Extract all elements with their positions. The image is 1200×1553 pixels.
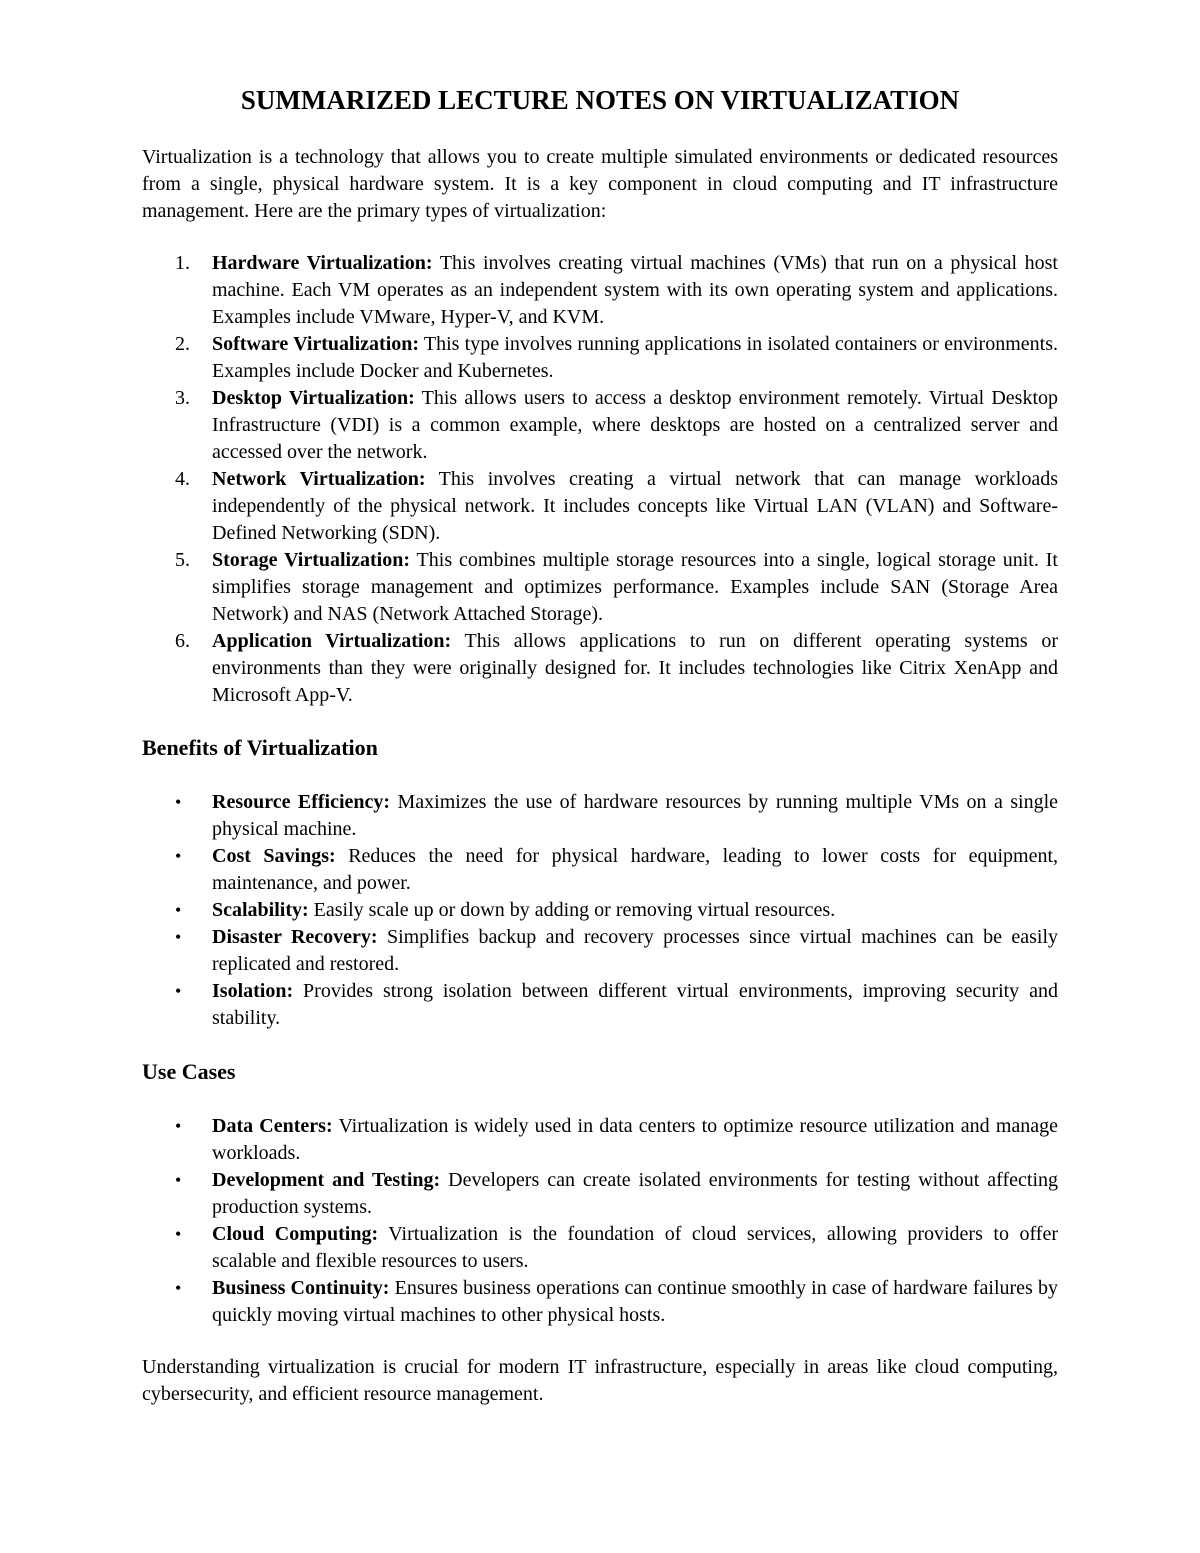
item-term: Isolation:: [212, 980, 294, 1003]
list-item: [142, 628, 1058, 709]
bullet-icon: •: [175, 1170, 182, 1191]
list-number: 3.: [175, 387, 190, 410]
list-number: 6.: [175, 630, 190, 653]
list-item: [142, 385, 1058, 466]
list-number: 4.: [175, 468, 190, 491]
item-term: Desktop Virtualization:: [212, 387, 415, 410]
list-item: [142, 250, 1058, 331]
bullet-icon: •: [175, 900, 182, 921]
list-item: [142, 1113, 1058, 1167]
list-number: 5.: [175, 549, 190, 572]
item-term: Network Virtualization:: [212, 468, 426, 491]
list-item: [142, 1221, 1058, 1275]
item-text: Maximizes the use of hardware resources by running multiple VMs on a single physical machine.: [212, 791, 1058, 841]
item-text: This involves creating virtual machines (VMs) that run on a physical host machine. Each VM operates as an independent system with its own operating system and applications. Examples include VMware, Hyper-V, and KVM.: [212, 252, 1058, 329]
bullet-icon: •: [175, 981, 182, 1002]
list-item: [142, 924, 1058, 978]
list-number: 2.: [175, 333, 190, 356]
item-term: Application Virtualization:: [212, 630, 452, 653]
item-text: Virtualization is widely used in data centers to optimize resource utilization and manage workloads.: [212, 1115, 1059, 1165]
bullet-icon: •: [175, 1116, 182, 1137]
bullet-icon: •: [175, 846, 182, 867]
intro-paragraph: Virtualization is a technology that allows you to create multiple simulated environments or dedicated resources from a single, physical hardware system. It is a key component in cloud computing and IT infrastructure management. Here are the primary types of virtualization:: [142, 146, 1058, 223]
item-text: Reduces the need for physical hardware, leading to lower costs for equipment, maintenance, and power.: [212, 845, 1059, 895]
item-term: Cost Savings:: [212, 845, 336, 868]
item-text: Developers can create isolated environments for testing without affecting production systems.: [212, 1169, 1058, 1219]
bullet-icon: •: [175, 1224, 182, 1245]
item-term: Hardware Virtualization:: [212, 252, 433, 275]
virtualization-types-list: [142, 250, 1058, 709]
item-term: Business Continuity:: [212, 1277, 390, 1300]
benefits-list: [142, 789, 1058, 1032]
bullet-icon: •: [175, 927, 182, 948]
item-term: Cloud Computing:: [212, 1223, 379, 1246]
benefits-heading: Benefits of Virtualization: [142, 735, 378, 761]
list-item: [142, 897, 1058, 924]
list-item: [142, 1167, 1058, 1221]
document-title: SUMMARIZED LECTURE NOTES ON VIRTUALIZATION: [240, 85, 960, 115]
document-page: [142, 84, 1058, 1408]
bullet-icon: •: [175, 792, 182, 813]
list-item: [142, 789, 1058, 843]
item-text: Provides strong isolation between different virtual environments, improving security and stability.: [212, 980, 1058, 1030]
list-item: [142, 843, 1058, 897]
item-text: Easily scale up or down by adding or removing virtual resources.: [308, 899, 836, 922]
item-text: This allows applications to run on different operating systems or environments than they were originally designed for. It includes technologies like Citrix XenApp and Microsoft App-V.: [212, 630, 1058, 707]
item-text: Simplifies backup and recovery processes since virtual machines can be easily replicated and restored.: [212, 926, 1059, 976]
item-term: Development and Testing:: [212, 1169, 441, 1192]
item-term: Software Virtualization:: [212, 333, 420, 356]
item-text: This type involves running applications in isolated containers or environments. Examples include Docker and Kubernetes.: [212, 333, 1058, 383]
list-item: [142, 547, 1058, 628]
list-item: [142, 1275, 1058, 1329]
item-term: Scalability:: [212, 899, 309, 922]
item-term: Storage Virtualization:: [212, 549, 410, 572]
item-term: Data Centers:: [212, 1115, 333, 1138]
bullet-icon: •: [175, 1278, 182, 1299]
list-number: 1.: [175, 252, 190, 275]
item-text: Ensures business operations can continue smoothly in case of hardware failures by quickly moving virtual machines to other physical hosts.: [212, 1277, 1058, 1327]
use-cases-heading: Use Cases: [142, 1059, 236, 1085]
use-cases-list: [142, 1113, 1058, 1329]
item-text: This allows users to access a desktop environment remotely. Virtual Desktop Infrastructure (VDI) is a common example, where desktops are hosted on a centralized server and accessed over the network.: [212, 387, 1059, 464]
item-text: This involves creating a virtual network that can manage workloads independently of the physical network. It includes concepts like Virtual LAN (VLAN) and Software-Defined Networking (SDN).: [212, 468, 1058, 545]
item-term: Disaster Recovery:: [212, 926, 378, 949]
list-item: [142, 331, 1058, 385]
item-term: Resource Efficiency:: [212, 791, 391, 814]
list-item: [142, 978, 1058, 1032]
list-item: [142, 466, 1058, 547]
item-text: Virtualization is the foundation of cloud services, allowing providers to offer scalable and flexible resources to users.: [212, 1223, 1058, 1273]
item-text: This combines multiple storage resources into a single, logical storage unit. It simplifies storage management and optimizes performance. Examples include SAN (Storage Area Network) and NAS (Network Attached Storage).: [212, 549, 1058, 626]
conclusion-paragraph: Understanding virtualization is crucial for modern IT infrastructure, especially in areas like cloud computing, cybersecurity, and efficient resource management.: [142, 1356, 1058, 1406]
